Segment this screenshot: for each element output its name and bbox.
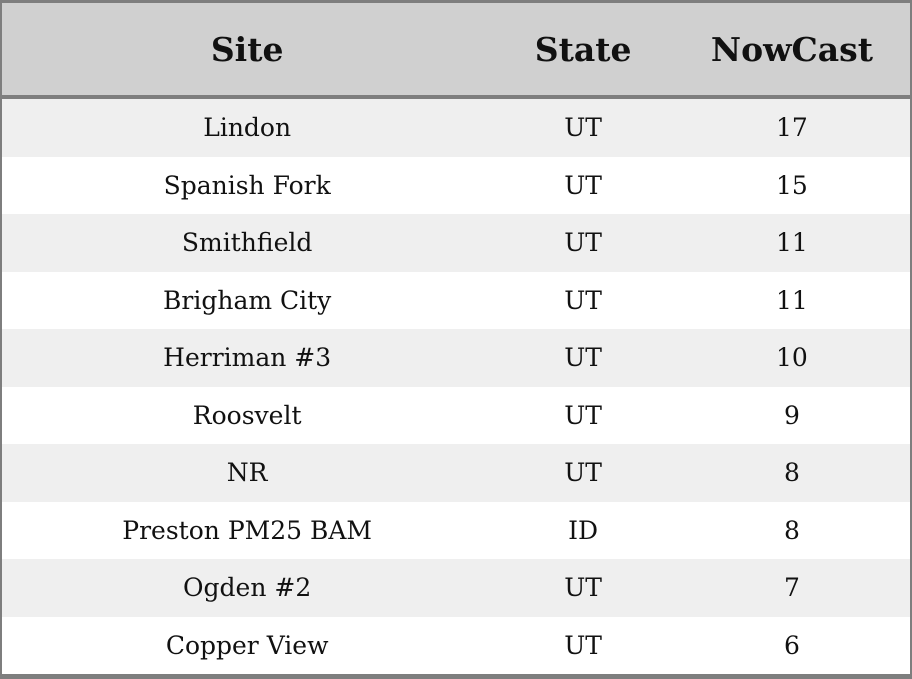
table-row [2, 99, 910, 157]
table-row [2, 387, 910, 445]
cell-state: UT [564, 343, 602, 373]
cell-nowcast: 7 [783, 573, 800, 603]
cell-nowcast: 11 [776, 285, 808, 315]
cell-state: UT [564, 630, 602, 660]
cell-state: ID [568, 515, 599, 545]
table-body [2, 99, 910, 674]
cell-state: UT [564, 400, 602, 430]
cell-site: Roosvelt [192, 400, 302, 430]
cell-nowcast: 9 [783, 400, 800, 430]
cell-nowcast: 15 [776, 170, 808, 200]
cell-site: Copper View [165, 630, 329, 660]
cell-nowcast: 11 [776, 228, 808, 258]
cell-nowcast: 17 [776, 113, 808, 143]
cell-state: UT [564, 285, 602, 315]
table-row [2, 157, 910, 215]
cell-nowcast: 6 [783, 630, 800, 660]
cell-site: NR [226, 458, 268, 488]
table-header-row [2, 3, 910, 99]
cell-nowcast: 8 [783, 515, 800, 545]
cell-site: Ogden #2 [183, 573, 312, 603]
cell-site: Brigham City [163, 285, 332, 315]
table-row [2, 617, 910, 675]
table-row [2, 272, 910, 330]
cell-nowcast: 8 [783, 458, 800, 488]
cell-state: UT [564, 458, 602, 488]
table-row [2, 444, 910, 502]
cell-site: Preston PM25 BAM [122, 515, 373, 545]
column-header-site: Site [210, 29, 284, 69]
cell-site: Smithfield [181, 228, 313, 258]
cell-state: UT [564, 573, 602, 603]
cell-nowcast: 10 [776, 343, 808, 373]
cell-site: Spanish Fork [163, 170, 331, 200]
table-row [2, 502, 910, 560]
cell-site: Lindon [203, 113, 292, 143]
column-header-nowcast: NowCast [710, 29, 873, 69]
column-header-state: State [534, 29, 632, 69]
table-row [2, 329, 910, 387]
cell-site: Herriman #3 [163, 343, 332, 373]
cell-state: UT [564, 113, 602, 143]
cell-state: UT [564, 228, 602, 258]
table-row [2, 559, 910, 617]
cell-state: UT [564, 170, 602, 200]
table-row [2, 214, 910, 272]
